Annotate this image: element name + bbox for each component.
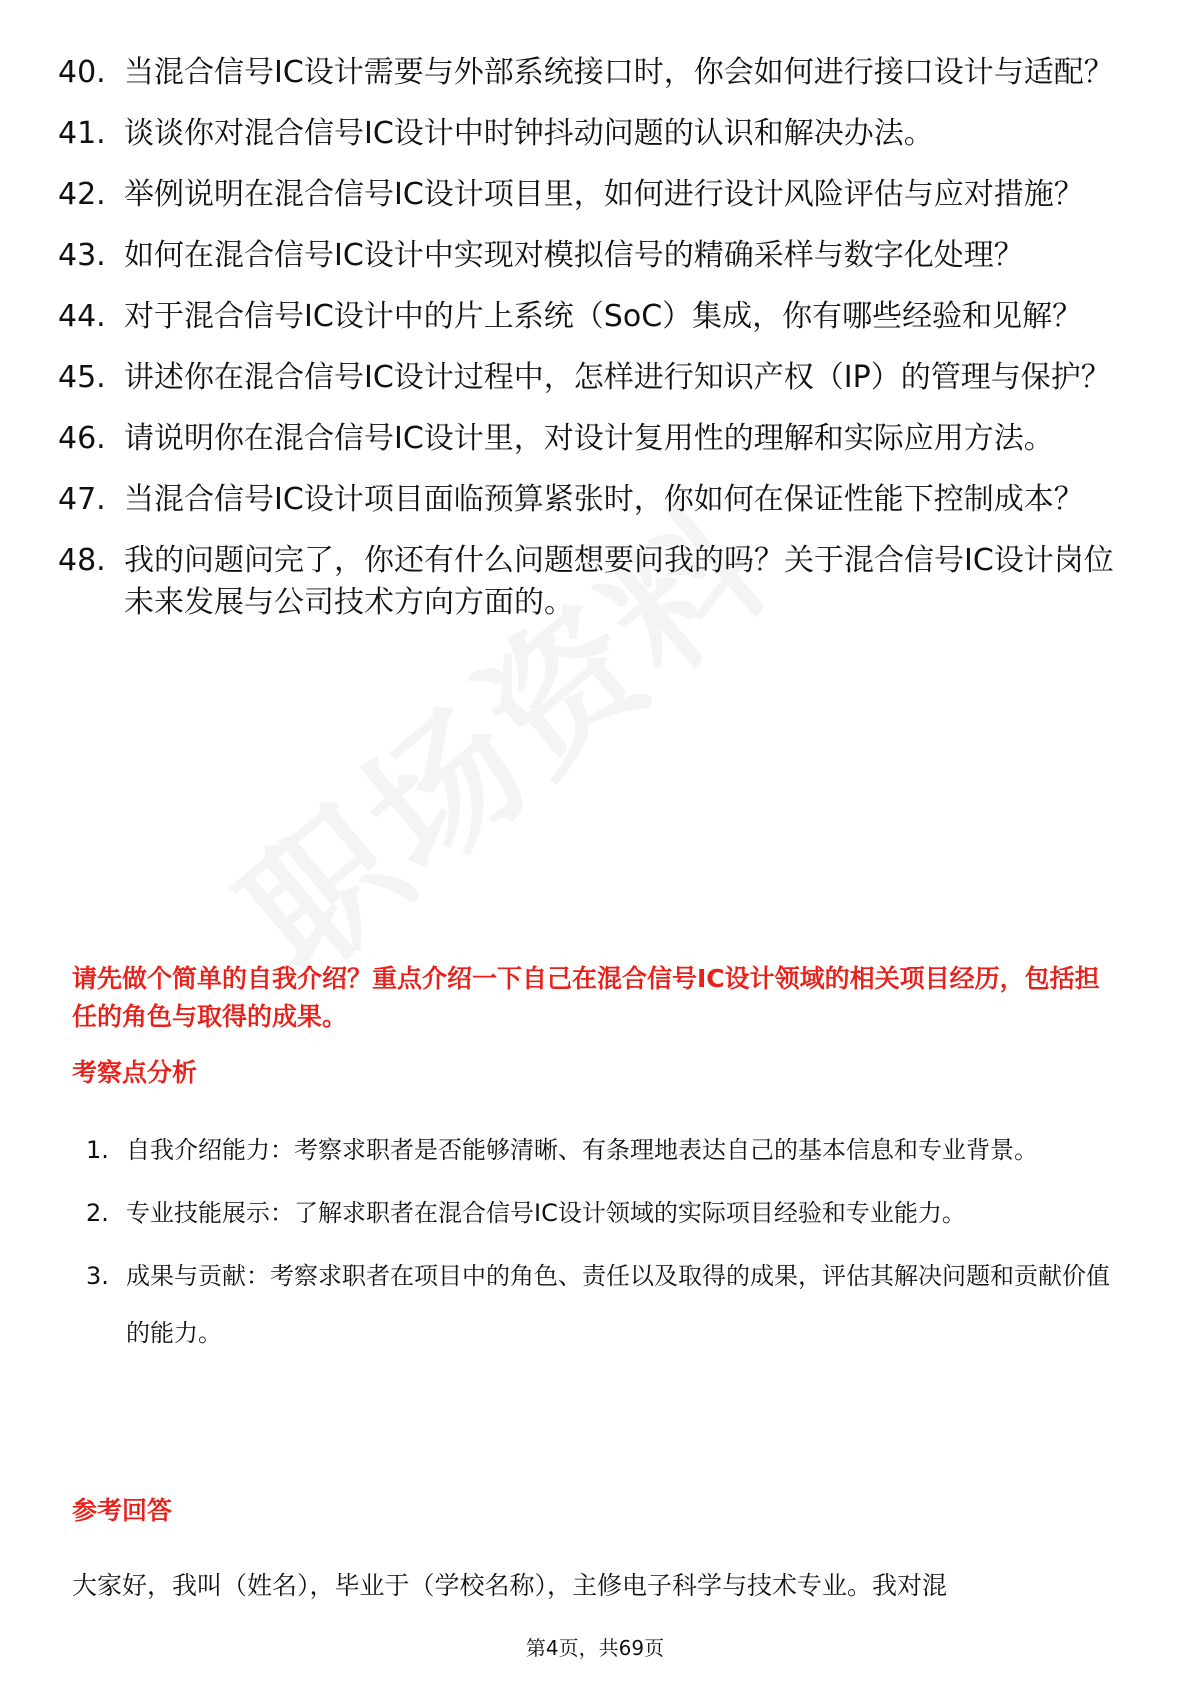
question-text: 当混合信号IC设计需要与外部系统接口时，你会如何进行接口设计与适配？ <box>124 55 1114 90</box>
list-item <box>58 540 1118 624</box>
question-number: 40. <box>58 55 106 90</box>
list-item <box>58 357 1118 399</box>
list-item <box>58 479 1118 521</box>
question-number: 46. <box>58 421 106 456</box>
question-number: 42. <box>58 177 106 212</box>
analysis-text: 自我介绍能力：考察求职者是否能够清晰、有条理地表达自己的基本信息和专业背景。 <box>126 1136 1038 1164</box>
list-item <box>86 1185 1122 1242</box>
list-item <box>86 1122 1122 1179</box>
list-item <box>58 296 1118 338</box>
question-number: 43. <box>58 238 106 273</box>
question-text: 举例说明在混合信号IC设计项目里，如何进行设计风险评估与应对措施？ <box>124 177 1084 212</box>
question-text: 如何在混合信号IC设计中实现对模拟信号的精确采样与数字化处理？ <box>124 238 1024 273</box>
list-item <box>58 52 1118 94</box>
analysis-title: 考察点分析 <box>72 1058 198 1087</box>
question-text: 讲述你在混合信号IC设计过程中，怎样进行知识产权（IP）的管理与保护？ <box>124 360 1111 395</box>
analysis-number: 1. <box>86 1136 109 1164</box>
question-text: 当混合信号IC设计项目面临预算紧张时，你如何在保证性能下控制成本？ <box>124 482 1084 517</box>
answer-title: 参考回答 <box>72 1496 173 1525</box>
question-list <box>58 52 1118 643</box>
question-number: 41. <box>58 116 106 151</box>
list-item <box>58 418 1118 460</box>
question-text: 对于混合信号IC设计中的片上系统（SoC）集成，你有哪些经验和见解？ <box>124 299 1083 334</box>
analysis-text: 成果与贡献：考察求职者在项目中的角色、责任以及取得的成果，评估其解决问题和贡献价值的能力。 <box>126 1262 1110 1347</box>
analysis-list <box>86 1122 1122 1368</box>
page-footer: 第4页，共69页 <box>525 1636 665 1660</box>
question-number: 48. <box>58 543 106 578</box>
analysis-text: 专业技能展示：了解求职者在混合信号IC设计领域的实际项目经验和专业能力。 <box>126 1199 966 1227</box>
question-text: 请说明你在混合信号IC设计里，对设计复用性的理解和实际应用方法。 <box>124 421 1054 456</box>
question-text: 谈谈你对混合信号IC设计中时钟抖动问题的认识和解决办法。 <box>124 116 934 151</box>
question-number: 44. <box>58 299 106 334</box>
analysis-number: 2. <box>86 1199 109 1227</box>
question-number: 45. <box>58 360 106 395</box>
list-item <box>86 1248 1122 1362</box>
analysis-number: 3. <box>86 1262 109 1290</box>
question-text: 我的问题问完了，你还有什么问题想要问我的吗？关于混合信号IC设计岗位未来发展与公司技术方向方面的。 <box>124 543 1114 620</box>
list-item <box>58 113 1118 155</box>
list-item <box>58 235 1118 277</box>
question-number: 47. <box>58 482 106 517</box>
highlight-question: 请先做个简单的自我介绍？重点介绍一下自己在混合信号IC设计领域的相关项目经历，包括担任的角色与取得的成果。 <box>72 964 1100 1031</box>
list-item <box>58 174 1118 216</box>
answer-text: 大家好，我叫（姓名），毕业于（学校名称），主修电子科学与技术专业。我对混 <box>72 1571 948 1600</box>
